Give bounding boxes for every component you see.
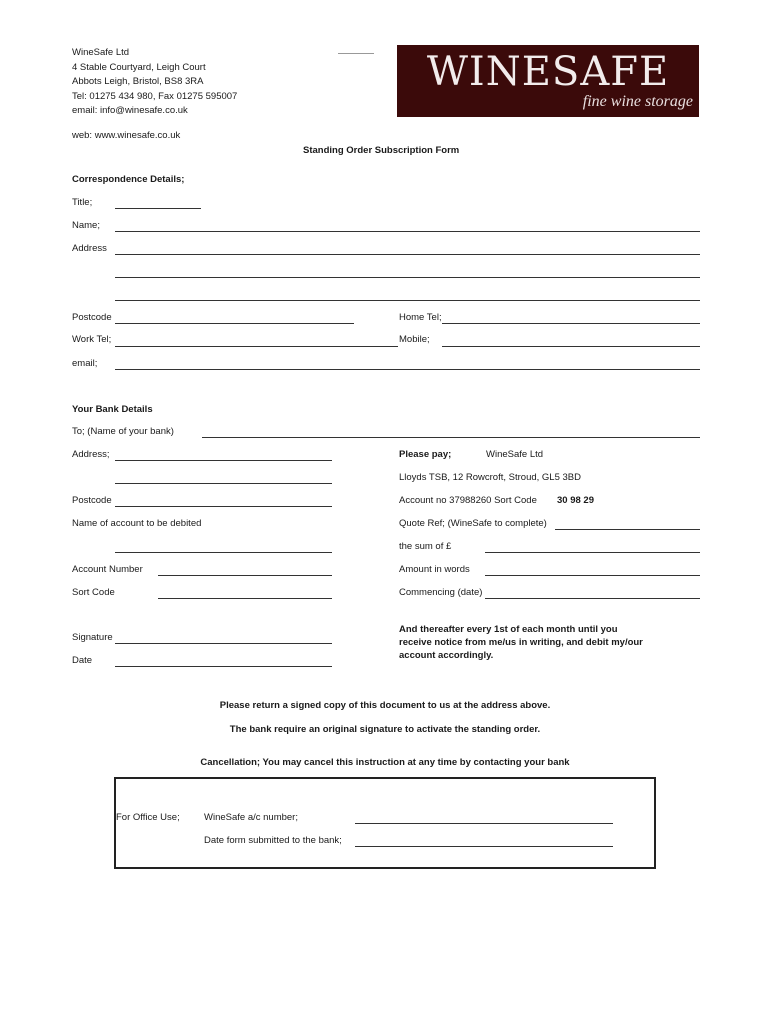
date-field[interactable]: [115, 666, 332, 667]
home-tel-field[interactable]: [442, 323, 700, 324]
date-submitted-label: Date form submitted to the bank;: [204, 835, 342, 846]
bank-address-field-1[interactable]: [115, 460, 332, 461]
signature-label: Signature: [72, 632, 113, 643]
bank-postcode-field[interactable]: [115, 506, 332, 507]
name-field[interactable]: [115, 231, 700, 232]
quote-ref-label: Quote Ref; (WineSafe to complete): [399, 518, 547, 529]
bank-name-label: To; (Name of your bank): [72, 426, 174, 437]
address-line-2: Abbots Leigh, Bristol, BS8 3RA: [72, 76, 204, 87]
ac-number-label: WineSafe a/c number;: [204, 812, 298, 823]
payee-sort-code: 30 98 29: [557, 495, 594, 506]
office-use-label: For Office Use;: [116, 812, 180, 823]
winesafe-logo: [397, 45, 699, 117]
please-pay-label: Please pay;: [399, 449, 452, 460]
company-name: WineSafe Ltd: [72, 47, 130, 58]
ac-number-field[interactable]: [355, 823, 613, 824]
address-line-1: 4 Stable Courtyard, Leigh Court: [72, 62, 206, 73]
home-tel-label: Home Tel;: [399, 312, 442, 323]
email-field[interactable]: [115, 369, 700, 370]
date-label: Date: [72, 655, 93, 666]
thereafter-line-2: receive notice from me/us in writing, and debit my/our: [399, 637, 643, 648]
phone-fax: Tel: 01275 434 980, Fax 01275 595007: [72, 91, 238, 102]
company-web: web: www.winesafe.co.uk: [72, 130, 181, 141]
bank-address-label: Address;: [72, 449, 110, 460]
amount-words-field[interactable]: [485, 575, 700, 576]
logo-tagline: fine wine storage: [582, 93, 693, 110]
payee-bank-address: Lloyds TSB, 12 Rowcroft, Stroud, GL5 3BD: [399, 472, 581, 483]
work-tel-label: Work Tel;: [72, 334, 112, 345]
bank-name-field[interactable]: [202, 437, 700, 438]
mobile-field[interactable]: [442, 346, 700, 347]
date-submitted-field[interactable]: [355, 846, 613, 847]
postcode-field[interactable]: [115, 323, 354, 324]
work-tel-field[interactable]: [115, 346, 398, 347]
company-email: email: info@winesafe.co.uk: [72, 105, 188, 116]
form-title: Standing Order Subscription Form: [303, 145, 460, 156]
postcode-label: Postcode: [72, 312, 112, 323]
account-name-field[interactable]: [115, 552, 332, 553]
commencing-label: Commencing (date): [399, 587, 483, 598]
sort-code-field[interactable]: [158, 598, 332, 599]
commencing-field[interactable]: [485, 598, 700, 599]
account-number-field[interactable]: [158, 575, 332, 576]
email-label: email;: [72, 358, 98, 369]
payee-account-text: Account no 37988260 Sort Code: [399, 495, 537, 506]
title-label: Title;: [72, 197, 93, 208]
header-divider-mark: [338, 53, 374, 54]
bank-heading: Your Bank Details: [72, 404, 153, 415]
sum-label: the sum of £: [399, 541, 452, 552]
bank-address-field-2[interactable]: [115, 483, 332, 484]
account-number-label: Account Number: [72, 564, 143, 575]
mobile-label: Mobile;: [399, 334, 430, 345]
cancellation-note: Cancellation; You may cancel this instruction at any time by contacting your bank: [200, 757, 570, 768]
sum-field[interactable]: [485, 552, 700, 553]
amount-words-label: Amount in words: [399, 564, 470, 575]
return-note: Please return a signed copy of this document to us at the address above.: [219, 700, 551, 711]
title-field[interactable]: [115, 208, 201, 209]
address-field-2[interactable]: [115, 277, 700, 278]
correspondence-heading: Correspondence Details;: [72, 174, 185, 185]
name-label: Name;: [72, 220, 100, 231]
account-name-label: Name of account to be debited: [72, 518, 202, 529]
address-field-1[interactable]: [115, 254, 700, 255]
signature-field[interactable]: [115, 643, 332, 644]
thereafter-line-3: account accordingly.: [399, 650, 494, 661]
please-pay-value: WineSafe Ltd: [486, 449, 544, 460]
thereafter-line-1: And thereafter every 1st of each month until you: [399, 624, 618, 635]
address-field-3[interactable]: [115, 300, 700, 301]
signature-note: The bank require an original signature to activate the standing order.: [229, 724, 541, 735]
quote-ref-field[interactable]: [555, 529, 700, 530]
address-label: Address: [72, 243, 107, 254]
logo-name: WINESAFE: [426, 49, 670, 95]
sort-code-label: Sort Code: [72, 587, 115, 598]
bank-postcode-label: Postcode: [72, 495, 112, 506]
